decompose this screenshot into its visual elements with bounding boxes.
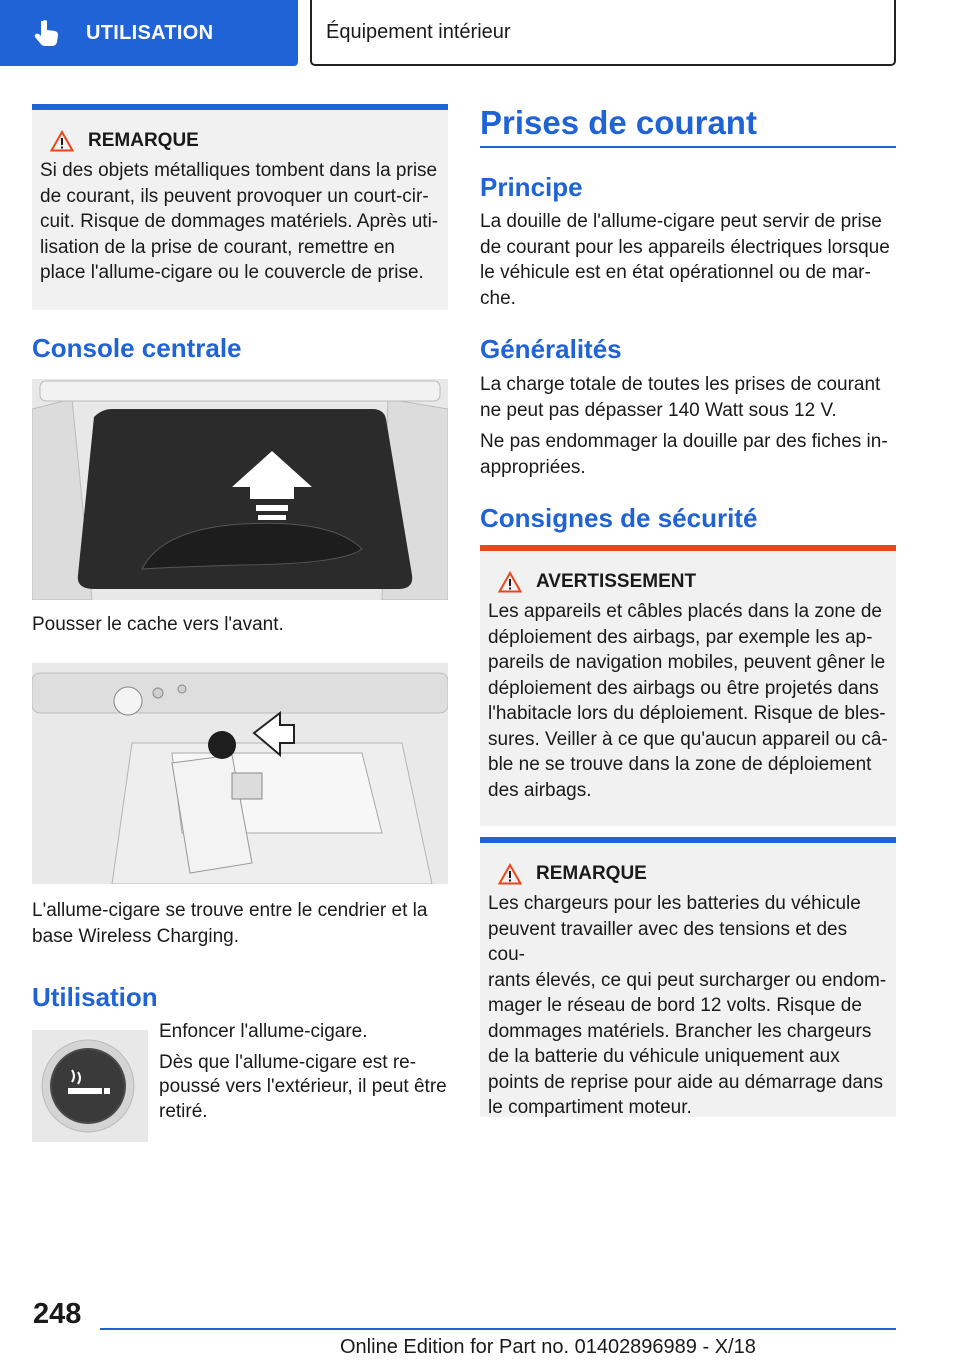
console-cover-illustration [32,379,448,600]
warning-triangle-icon [50,130,74,152]
warning-body [488,599,888,803]
note-line: place l'allume-cigare ou le couvercle de prise. [40,262,424,283]
warning-line: déploiement des airbags, par exemple les ap- [488,626,873,648]
console-heading: Console centrale [32,333,242,363]
note-title [40,130,440,152]
generalites-line: Ne pas endommager la douille par des fiches in- [480,431,888,452]
warning-line: des airbags. [488,779,592,801]
warning-box [480,545,896,826]
lighter-button-image [32,1030,148,1142]
note-body [40,158,440,286]
warning-line: pareils de navigation mobiles, peuvent gêner le [488,652,886,673]
utilisation-heading: Utilisation [32,982,158,1012]
generalites-line: appropriées. [480,456,586,478]
warning-line: sures. Veiller à ce que qu'aucun appareil ou câ- [488,728,888,750]
utilisation-line: poussé vers l'extérieur, il peut être [159,1076,447,1097]
warning-triangle-icon [498,863,522,885]
note-box-2 [480,837,896,1117]
principe-heading: Principe [480,172,583,202]
warning-line: déploiement des airbags ou être projetés dans [488,677,879,699]
caption-2 [32,898,448,949]
caption-2-line: L'allume-cigare se trouve entre le cendrier et la [32,900,428,921]
warning-title-text: AVERTISSEMENT [536,571,697,592]
utilisation-line: Dès que l'allume-cigare est re- [159,1051,417,1073]
title-rule [480,146,896,148]
page-number: 248 [33,1298,82,1330]
principe-text [480,209,896,311]
principe-line: le véhicule est en état opérationnel ou de mar- [480,262,871,283]
principe-line: de courant pour les appareils électriques lorsque [480,236,890,258]
warning-line: ble ne se trouve dans la zone de déploiement [488,754,872,775]
consignes-heading: Consignes de sécurité [480,503,758,533]
note-2-line: de la batterie du véhicule uniquement aux [488,1046,840,1067]
warning-line: Les appareils et câbles placés dans la zone de [488,601,882,622]
note-2-line: Les chargeurs pour les batteries du véhicule [488,893,861,914]
cigar-lighter-illustration [32,663,448,884]
main-title: Prises de courant [480,104,757,141]
utilisation-line: Enfoncer l'allume-cigare. [159,1021,368,1042]
note-title-text: REMARQUE [88,130,199,151]
cigarette-icon [32,1030,148,1142]
generalites-line: La charge totale de toutes les prises de courant [480,374,881,395]
caption-2-line: base Wireless Charging. [32,925,239,947]
generalites-heading: Généralités [480,334,622,364]
note-2-line: peuvent travailler avec des tensions et des cou- [488,918,848,965]
generalites-line: ne peut pas dépasser 140 Watt sous 12 V. [480,399,837,421]
warning-triangle-icon [498,571,522,593]
principe-line: che. [480,287,516,309]
cigar-lighter-location-image [32,663,448,884]
warning-line: l'habitacle lors du déploiement. Risque de bles- [488,703,886,724]
section-tab[interactable] [0,0,298,66]
note-line: Si des objets métalliques tombent dans la prise [40,160,438,181]
note-2-title [488,863,888,885]
warning-title [488,571,888,593]
note-line: cuit. Risque de dommages matériels. Après uti- [40,211,439,232]
note-line: lisation de la prise de courant, remettre en [40,236,395,258]
note-2-line: le compartiment moteur. [488,1097,692,1118]
principe-line: La douille de l'allume-cigare peut servir de prise [480,211,882,232]
console-cover-image [32,379,448,600]
note-2-line: dommages matériels. Brancher les chargeurs [488,1020,872,1042]
footer-rule [100,1328,896,1330]
generalites-text [480,372,896,480]
note-2-body [488,891,888,1121]
note-2-line: mager le réseau de bord 12 volts. Risque de [488,995,862,1016]
note-2-title-text: REMARQUE [536,863,647,884]
note-2-line: points de reprise pour aide au démarrage dans [488,1071,884,1093]
note-line: de courant, ils peuvent provoquer un court-cir- [40,185,429,207]
hand-pointer-icon [34,19,60,47]
section-label: UTILISATION [86,21,214,44]
chapter-header [310,0,896,66]
edition-text: Online Edition for Part no. 01402896989 - X/18 [340,1336,756,1358]
caption-1: Pousser le cache vers l'avant. [32,614,284,635]
chapter-label: Équipement intérieur [326,20,511,43]
utilisation-line: retiré. [159,1100,208,1122]
utilisation-text [159,1020,449,1124]
note-box [32,104,448,310]
note-2-line: rants élevés, ce qui peut surcharger ou endom- [488,969,887,991]
